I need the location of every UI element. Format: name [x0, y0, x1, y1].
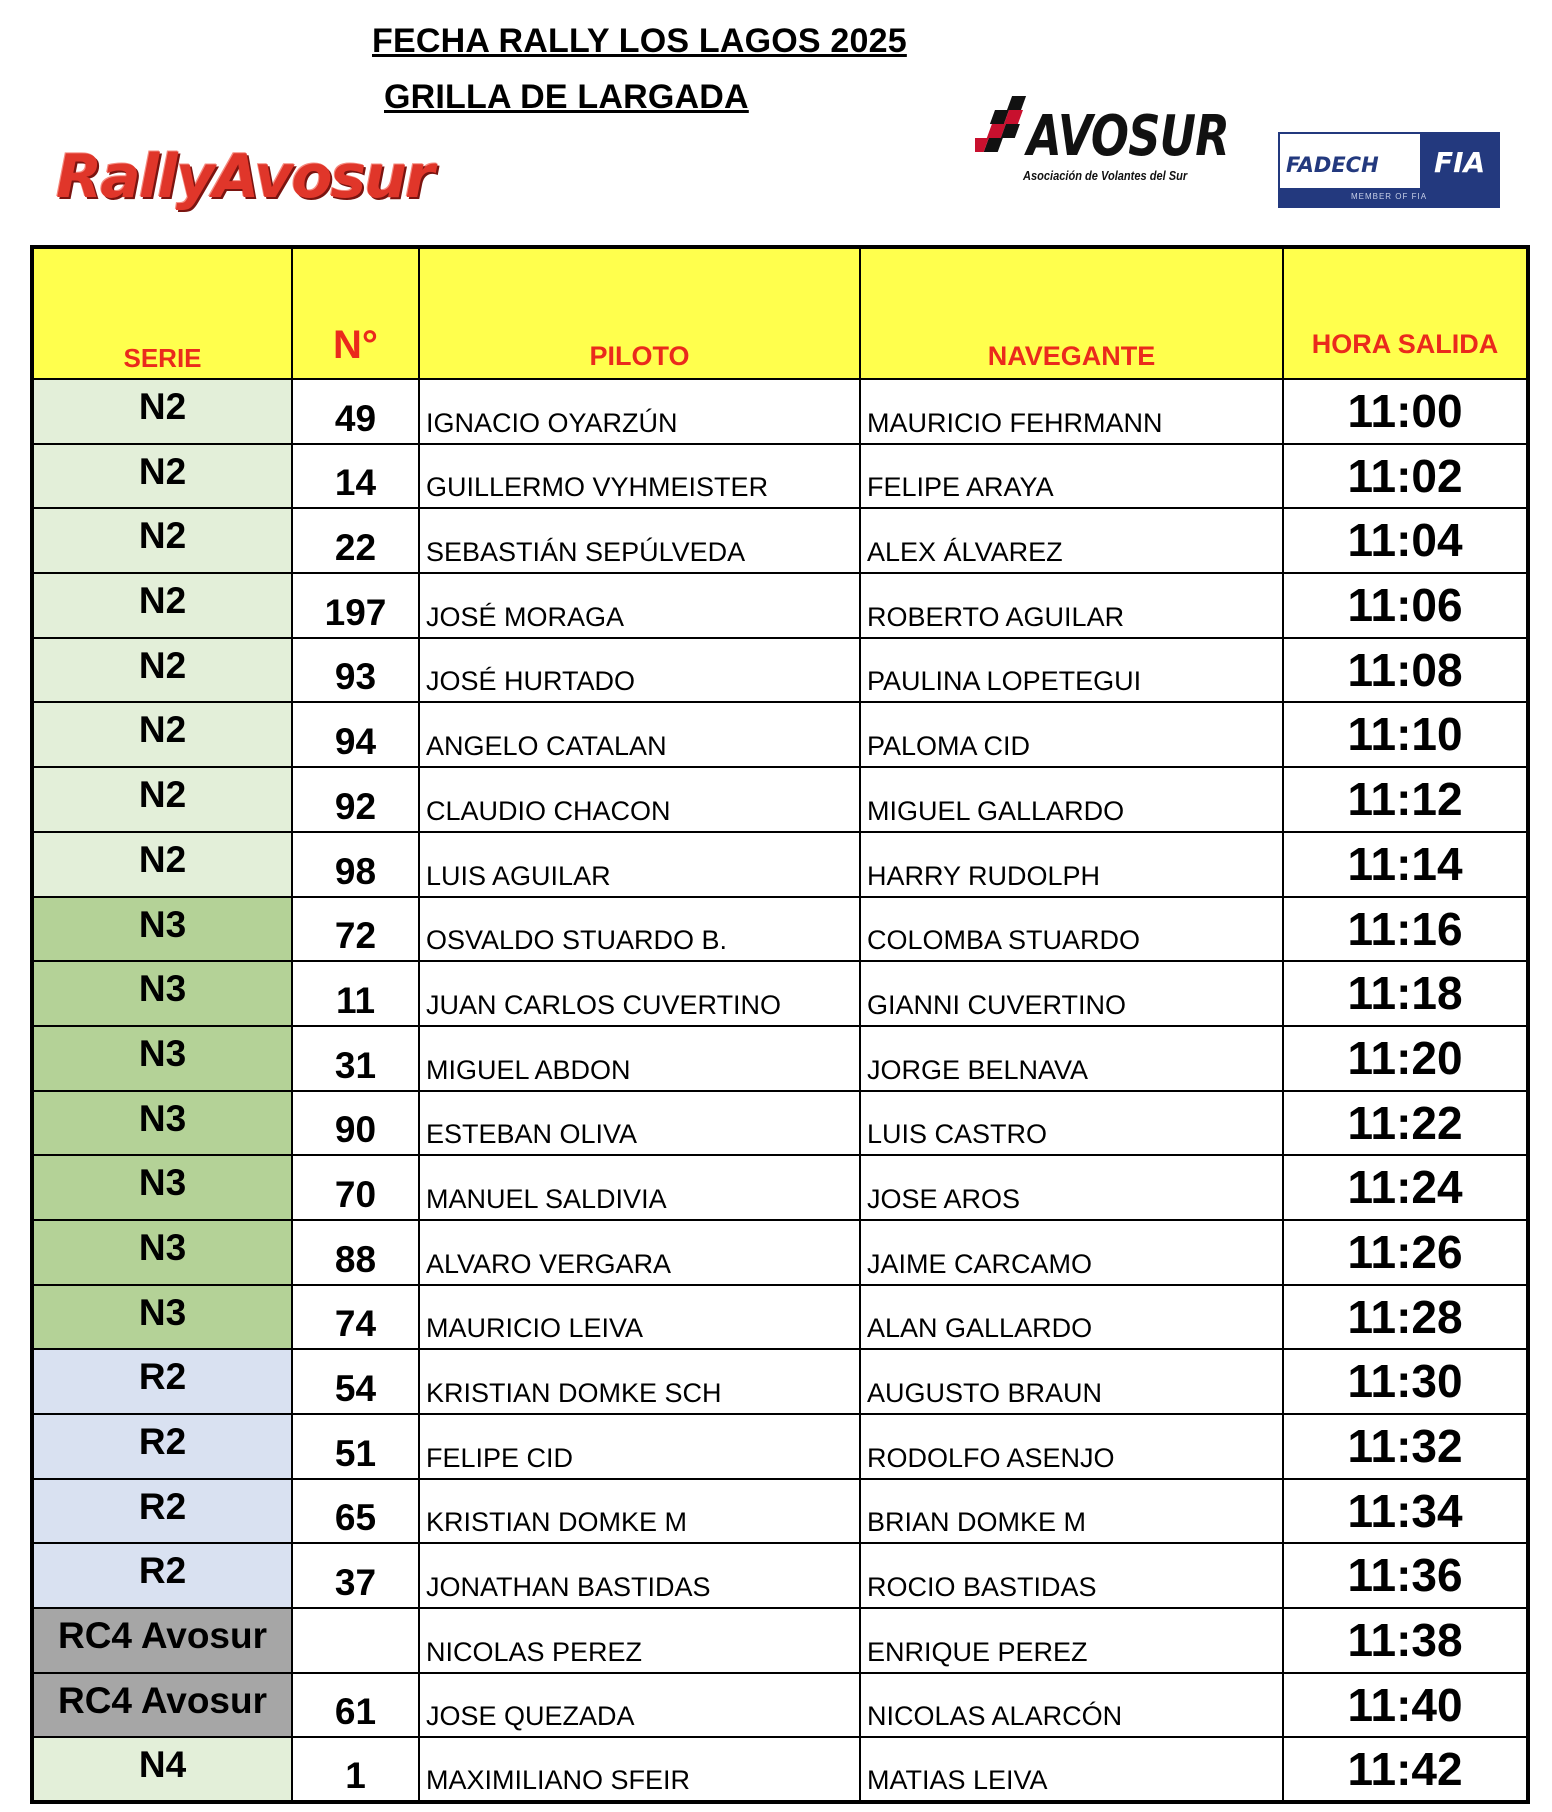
start-grid-table [30, 245, 1530, 1804]
table-row [32, 702, 1528, 767]
start-time-cell: 11:26 [1283, 1220, 1528, 1285]
table-row [32, 1091, 1528, 1156]
number-cell: 90 [292, 1091, 419, 1156]
column-header-piloto: PILOTO [419, 247, 860, 379]
start-time-cell: 11:16 [1283, 897, 1528, 962]
table-row [32, 1608, 1528, 1673]
fia-badge [1420, 134, 1500, 190]
table-row [32, 1673, 1528, 1738]
navigator-cell: JORGE BELNAVA [860, 1026, 1283, 1091]
avosur-subtitle: Asociación de Volantes del Sur [1023, 168, 1188, 183]
navigator-cell: ROCIO BASTIDAS [860, 1543, 1283, 1608]
table-row [32, 1026, 1528, 1091]
start-time-cell: 11:08 [1283, 638, 1528, 703]
navigator-cell: ALAN GALLARDO [860, 1285, 1283, 1350]
start-time-cell: 11:22 [1283, 1091, 1528, 1156]
pilot-cell: KRISTIAN DOMKE M [419, 1479, 860, 1544]
number-cell: 1 [292, 1737, 419, 1802]
serie-cell: R2 [32, 1414, 292, 1479]
navigator-cell: PAULINA LOPETEGUI [860, 638, 1283, 703]
pilot-cell: NICOLAS PEREZ [419, 1608, 860, 1673]
serie-cell: RC4 Avosur [32, 1673, 292, 1738]
start-time-cell: 11:00 [1283, 379, 1528, 444]
start-time-cell: 11:18 [1283, 961, 1528, 1026]
pilot-cell: JOSÉ HURTADO [419, 638, 860, 703]
start-time-cell: 11:38 [1283, 1608, 1528, 1673]
pilot-cell: SEBASTIÁN SEPÚLVEDA [419, 508, 860, 573]
start-time-cell: 11:14 [1283, 832, 1528, 897]
start-time-cell: 11:34 [1283, 1479, 1528, 1544]
navigator-cell: JAIME CARCAMO [860, 1220, 1283, 1285]
start-time-cell: 11:30 [1283, 1349, 1528, 1414]
number-cell: 31 [292, 1026, 419, 1091]
table-row [32, 832, 1528, 897]
table-row [32, 638, 1528, 703]
pilot-cell: ANGELO CATALAN [419, 702, 860, 767]
serie-cell: N2 [32, 508, 292, 573]
fia-wordmark: FIA [1434, 146, 1486, 179]
navigator-cell: HARRY RUDOLPH [860, 832, 1283, 897]
serie-cell: N2 [32, 832, 292, 897]
table-row [32, 1479, 1528, 1544]
table-row [32, 1285, 1528, 1350]
fadech-wordmark: FADECH [1286, 153, 1379, 177]
pilot-cell: JOSE QUEZADA [419, 1673, 860, 1738]
pilot-cell: OSVALDO STUARDO B. [419, 897, 860, 962]
serie-cell: N2 [32, 638, 292, 703]
number-cell: 94 [292, 702, 419, 767]
page-title: FECHA RALLY LOS LAGOS 2025 [372, 22, 907, 60]
number-cell: 98 [292, 832, 419, 897]
table-row [32, 961, 1528, 1026]
number-cell: 61 [292, 1673, 419, 1738]
serie-cell: N3 [32, 1220, 292, 1285]
navigator-cell: LUIS CASTRO [860, 1091, 1283, 1156]
table-header-row [32, 247, 1528, 379]
avosur-wordmark: AVOSUR [1027, 104, 1229, 169]
serie-cell: N3 [32, 1091, 292, 1156]
pilot-cell: FELIPE CID [419, 1414, 860, 1479]
serie-cell: N3 [32, 1026, 292, 1091]
pilot-cell: MANUEL SALDIVIA [419, 1155, 860, 1220]
pilot-cell: JONATHAN BASTIDAS [419, 1543, 860, 1608]
serie-cell: N3 [32, 1155, 292, 1220]
navigator-cell: PALOMA CID [860, 702, 1283, 767]
serie-cell: N2 [32, 444, 292, 509]
serie-cell: N3 [32, 1285, 292, 1350]
number-cell: 74 [292, 1285, 419, 1350]
table-row [32, 508, 1528, 573]
serie-cell: N2 [32, 767, 292, 832]
navigator-cell: RODOLFO ASENJO [860, 1414, 1283, 1479]
start-time-cell: 11:40 [1283, 1673, 1528, 1738]
table-row [32, 767, 1528, 832]
number-cell: 65 [292, 1479, 419, 1544]
table-row [32, 573, 1528, 638]
start-time-cell: 11:12 [1283, 767, 1528, 832]
serie-cell: R2 [32, 1479, 292, 1544]
table-row [32, 1414, 1528, 1479]
table-row [32, 444, 1528, 509]
navigator-cell: MATIAS LEIVA [860, 1737, 1283, 1802]
pilot-cell: MAURICIO LEIVA [419, 1285, 860, 1350]
start-time-cell: 11:04 [1283, 508, 1528, 573]
start-time-cell: 11:10 [1283, 702, 1528, 767]
pilot-cell: LUIS AGUILAR [419, 832, 860, 897]
start-time-cell: 11:20 [1283, 1026, 1528, 1091]
serie-cell: RC4 Avosur [32, 1608, 292, 1673]
navigator-cell: COLOMBA STUARDO [860, 897, 1283, 962]
number-cell: 92 [292, 767, 419, 832]
serie-cell: N2 [32, 379, 292, 444]
number-cell: 93 [292, 638, 419, 703]
number-cell [292, 1608, 419, 1673]
table-row [32, 1543, 1528, 1608]
navigator-cell: MAURICIO FEHRMANN [860, 379, 1283, 444]
start-time-cell: 11:36 [1283, 1543, 1528, 1608]
start-time-cell: 11:02 [1283, 444, 1528, 509]
table-row [32, 1220, 1528, 1285]
serie-cell: R2 [32, 1543, 292, 1608]
navigator-cell: ALEX ÁLVAREZ [860, 508, 1283, 573]
column-header-hora: HORA SALIDA [1283, 247, 1528, 379]
pilot-cell: JUAN CARLOS CUVERTINO [419, 961, 860, 1026]
navigator-cell: GIANNI CUVERTINO [860, 961, 1283, 1026]
serie-cell: N3 [32, 897, 292, 962]
navigator-cell: AUGUSTO BRAUN [860, 1349, 1283, 1414]
number-cell: 88 [292, 1220, 419, 1285]
navigator-cell: FELIPE ARAYA [860, 444, 1283, 509]
pilot-cell: MIGUEL ABDON [419, 1026, 860, 1091]
fia-member-caption: MEMBER OF FIA [1280, 188, 1498, 206]
start-time-cell: 11:06 [1283, 573, 1528, 638]
pilot-cell: KRISTIAN DOMKE SCH [419, 1349, 860, 1414]
column-header-serie: SERIE [32, 247, 292, 379]
number-cell: 11 [292, 961, 419, 1026]
number-cell: 49 [292, 379, 419, 444]
rally-avosur-logo: RallyAvosur [56, 142, 433, 212]
navigator-cell: ROBERTO AGUILAR [860, 573, 1283, 638]
pilot-cell: IGNACIO OYARZÚN [419, 379, 860, 444]
table-row [32, 897, 1528, 962]
navigator-cell: ENRIQUE PEREZ [860, 1608, 1283, 1673]
number-cell: 70 [292, 1155, 419, 1220]
number-cell: 51 [292, 1414, 419, 1479]
pilot-cell: ESTEBAN OLIVA [419, 1091, 860, 1156]
start-time-cell: 11:42 [1283, 1737, 1528, 1802]
table-row [32, 1349, 1528, 1414]
fadech-fia-logo [1278, 132, 1500, 208]
pilot-cell: MAXIMILIANO SFEIR [419, 1737, 860, 1802]
navigator-cell: BRIAN DOMKE M [860, 1479, 1283, 1544]
serie-cell: N2 [32, 573, 292, 638]
number-cell: 14 [292, 444, 419, 509]
navigator-cell: JOSE AROS [860, 1155, 1283, 1220]
column-header-numero: N° [292, 247, 419, 379]
table-row [32, 1737, 1528, 1802]
serie-cell: N4 [32, 1737, 292, 1802]
avosur-logo [975, 88, 1229, 192]
pilot-cell: GUILLERMO VYHMEISTER [419, 444, 860, 509]
start-time-cell: 11:24 [1283, 1155, 1528, 1220]
number-cell: 54 [292, 1349, 419, 1414]
number-cell: 22 [292, 508, 419, 573]
number-cell: 37 [292, 1543, 419, 1608]
serie-cell: N3 [32, 961, 292, 1026]
navigator-cell: NICOLAS ALARCÓN [860, 1673, 1283, 1738]
number-cell: 197 [292, 573, 419, 638]
pilot-cell: JOSÉ MORAGA [419, 573, 860, 638]
page-subtitle: GRILLA DE LARGADA [384, 78, 749, 116]
serie-cell: R2 [32, 1349, 292, 1414]
pilot-cell: ALVARO VERGARA [419, 1220, 860, 1285]
table-row [32, 379, 1528, 444]
pilot-cell: CLAUDIO CHACON [419, 767, 860, 832]
navigator-cell: MIGUEL GALLARDO [860, 767, 1283, 832]
column-header-navegante: NAVEGANTE [860, 247, 1283, 379]
table-row [32, 1155, 1528, 1220]
start-time-cell: 11:28 [1283, 1285, 1528, 1350]
start-time-cell: 11:32 [1283, 1414, 1528, 1479]
number-cell: 72 [292, 897, 419, 962]
serie-cell: N2 [32, 702, 292, 767]
